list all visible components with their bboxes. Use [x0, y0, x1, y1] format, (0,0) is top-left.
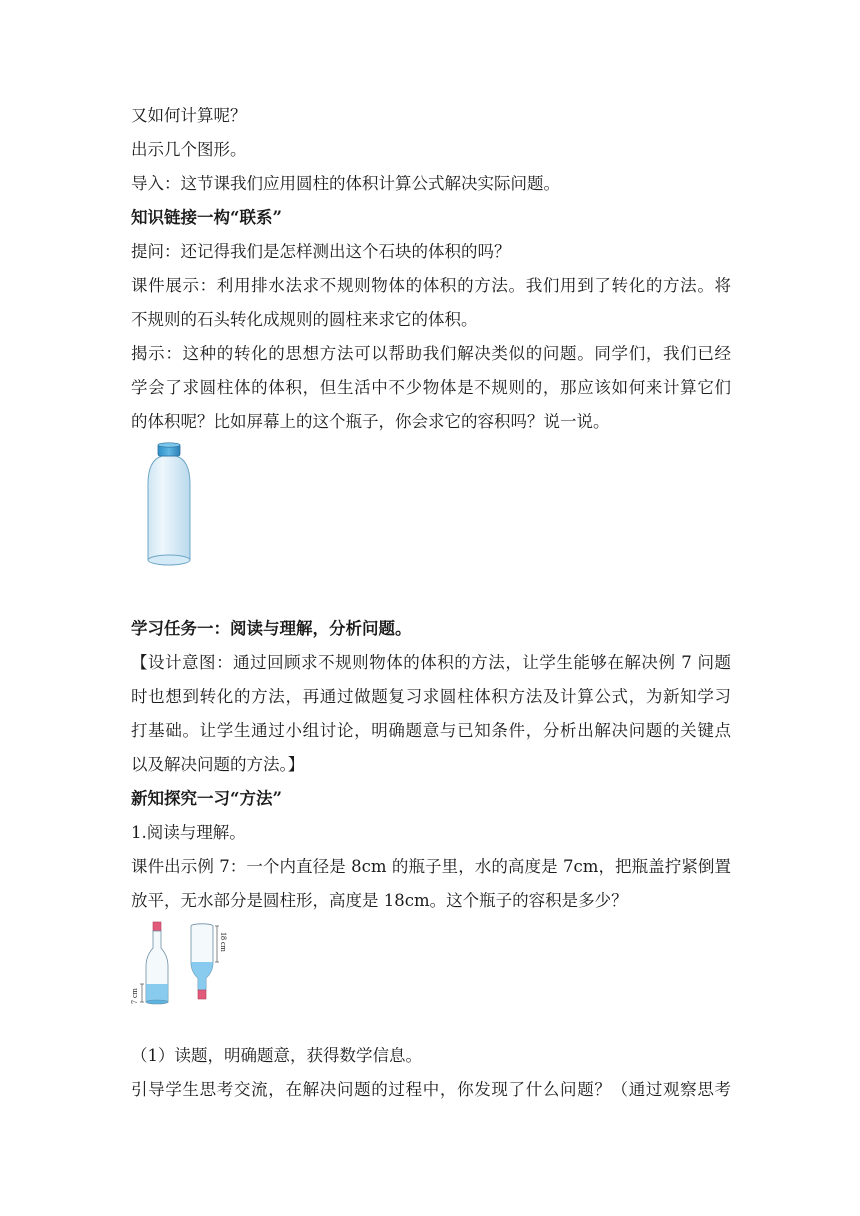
section-heading: 学习任务一：阅读与理解，分析问题。: [131, 619, 412, 638]
text-line: 又如何计算呢？: [131, 106, 247, 125]
text-line: （1）读题，明确题意，获得数学信息。: [131, 1046, 422, 1065]
upright-bottle: [140, 922, 168, 1004]
text-line: 以及解决问题的方法。】: [131, 755, 305, 774]
bottle-comparison-figure: [128, 918, 238, 1014]
text-line: 导入：这节课我们应用圆柱的体积计算公式解决实际问题。: [131, 174, 560, 193]
text-line: 放平，无水部分是圆柱形，高度是 18cm。这个瓶子的容积是多少？: [131, 891, 628, 910]
text-line: 时也想到转化的方法，再通过做题复习求圆柱体积方法及计算公式，为新知学习: [131, 687, 731, 706]
text-line: 【设计意图：通过回顾求不规则物体的体积的方法，让学生能够在解决例 7 问题: [131, 653, 731, 672]
section-heading: 知识链接一构“联系”: [131, 208, 282, 227]
water-height-label: 7 cm: [130, 988, 139, 1004]
section-heading: 新知探究一习“方法”: [131, 789, 282, 808]
text-line: 引导学生思考交流，在解决问题的过程中，你发现了什么问题？（通过观察思考: [131, 1080, 731, 1099]
text-line: 课件展示：利用排水法求不规则物体的体积的方法。我们用到了转化的方法。将: [131, 276, 731, 295]
text-line: 揭示：这种的转化的思想方法可以帮助我们解决类似的问题。同学们，我们已经: [131, 344, 731, 363]
text-line: 打基础。让学生通过小组讨论，明确题意与已知条件，分析出解决问题的关键点: [131, 721, 731, 740]
inverted-bottle: [191, 924, 219, 999]
bottle-figure: [140, 442, 198, 572]
text-line: 1.阅读与理解。: [131, 823, 246, 842]
text-line: 课件出示例 7：一个内直径是 8cm 的瓶子里，水的高度是 7cm，把瓶盖拧紧倒置: [131, 857, 731, 876]
text-line: 的体积呢？比如屏幕上的这个瓶子，你会求它的容积吗？说一说。: [131, 412, 610, 431]
air-height-label: 18 cm: [219, 932, 228, 952]
text-line: 学会了求圆柱体的体积，但生活中不少物体是不规则的，那应该如何来计算它们: [131, 378, 731, 397]
text-line: 不规则的石头转化成规则的圆柱来求它的体积。: [131, 310, 478, 329]
text-line: 提问：还记得我们是怎样测出这个石块的体积的吗？: [131, 242, 511, 261]
text-line: 出示几个图形。: [131, 140, 247, 159]
